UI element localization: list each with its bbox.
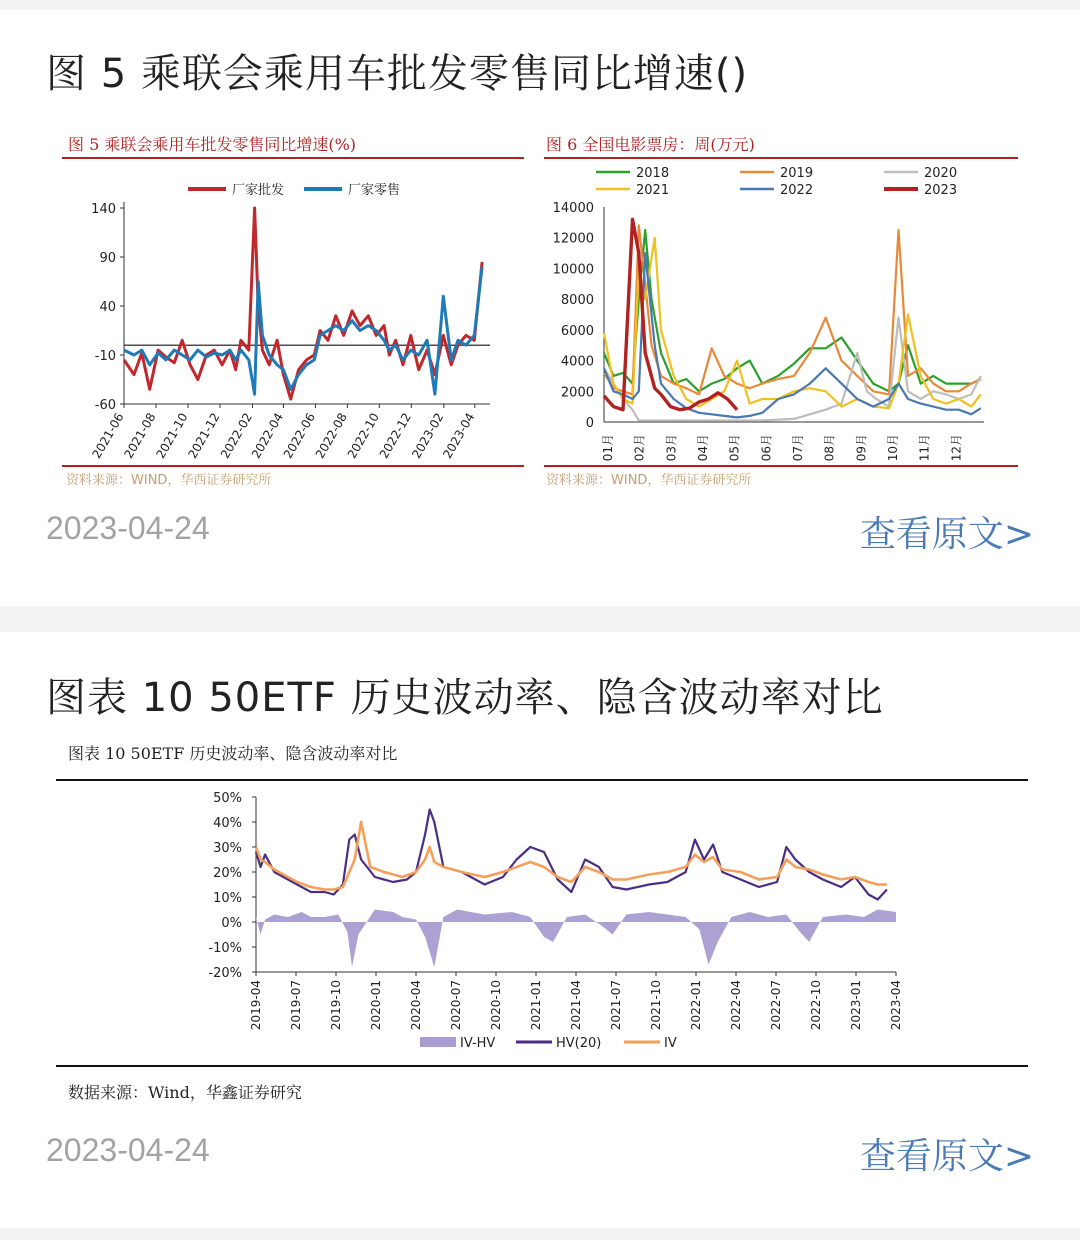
legend-label: 厂家批发 [232, 183, 285, 198]
y-tick-label: 2000 [560, 385, 594, 401]
chart-caption: 图 6 全国电影票房：周(万元) [546, 135, 755, 154]
publish-date: 2023-04-24 [46, 1132, 210, 1168]
x-tick-label: 2019-10 [329, 980, 343, 1031]
x-tick-label: 03月 [664, 434, 679, 462]
article-card [0, 10, 1080, 606]
y-tick-label: 0 [585, 416, 594, 431]
y-tick-label: 140 [91, 202, 116, 217]
x-tick-label: 2021-10 [649, 980, 663, 1031]
x-tick-label: 2023-04 [889, 980, 903, 1031]
x-tick-label: 09月 [854, 434, 869, 462]
y-tick-label: 20% [213, 866, 242, 881]
x-tick-label: 2022-08 [312, 410, 350, 461]
plot-area [89, 182, 490, 461]
x-tick-label: 12月 [949, 434, 964, 462]
y-tick-label: 30% [213, 841, 242, 856]
x-tick-label: 2022-04 [248, 410, 287, 461]
chart-source: 资料来源：WIND，华西证券研究所 [546, 473, 752, 488]
legend-label: HV(20) [556, 1036, 602, 1051]
series-area-iv-hv [256, 910, 896, 968]
legend-label: 2023 [924, 183, 958, 198]
legend-label: 2020 [924, 166, 958, 181]
plot-area [553, 166, 984, 461]
x-tick-label: 01月 [600, 434, 615, 462]
chart-caption: 图 5 乘联会乘用车批发零售同比增速(%) [68, 135, 357, 154]
x-tick-label: 06月 [759, 434, 774, 462]
x-tick-label: 2020-04 [409, 980, 423, 1031]
y-tick-label: 8000 [560, 293, 594, 309]
view-original-link[interactable]: 查看原文> [859, 1136, 1034, 1177]
x-tick-label: 05月 [727, 434, 742, 462]
legend-label: 2021 [636, 183, 670, 198]
etf-volatility-chart [50, 732, 1040, 1112]
x-tick-label: 2020-10 [489, 980, 503, 1031]
chart-source: 数据来源：Wind，华鑫证券研究 [68, 1083, 302, 1102]
x-tick-label: 07月 [790, 434, 805, 462]
car-sales-chart [58, 118, 528, 490]
x-tick-label: 2022-01 [689, 980, 703, 1031]
x-tick-label: 11月 [917, 434, 932, 462]
x-tick-label: 2021-10 [153, 410, 191, 461]
y-tick-label: 14000 [552, 201, 594, 216]
legend-label: 厂家零售 [348, 183, 401, 198]
x-tick-label: 2023-04 [440, 410, 478, 461]
legend-label: IV-HV [460, 1036, 496, 1051]
legend-label: 2018 [636, 166, 670, 181]
x-tick-label: 2021-06 [89, 410, 127, 461]
y-tick-label: 50% [213, 791, 242, 806]
x-tick-label: 08月 [822, 434, 837, 462]
y-tick-label: -20% [208, 966, 242, 981]
y-tick-label: 4000 [560, 354, 594, 370]
y-tick-label: -10 [94, 349, 116, 364]
x-tick-label: 2019-07 [289, 980, 303, 1031]
card-title: 图表 10 50ETF 历史波动率、隐含波动率对比 [46, 675, 884, 721]
x-tick-label: 2022-12 [376, 410, 414, 461]
x-tick-label: 2021-08 [121, 410, 159, 461]
x-tick-label: 2021-07 [609, 980, 623, 1031]
x-tick-label: 2022-07 [769, 980, 783, 1031]
x-tick-label: 2022-10 [344, 410, 382, 461]
y-tick-label: 10% [213, 891, 242, 906]
series-line [256, 810, 887, 900]
legend-label: 2019 [780, 166, 814, 181]
x-tick-label: 2022-10 [809, 980, 823, 1031]
box-office-chart [540, 118, 1022, 490]
plot-area [208, 791, 903, 1051]
card-title: 图 5 乘联会乘用车批发零售同比增速() [46, 51, 749, 97]
x-tick-label: 2021-12 [185, 410, 223, 461]
x-tick-label: 2020-07 [449, 980, 463, 1031]
x-tick-label: 04月 [695, 434, 710, 462]
series-line [124, 267, 482, 394]
y-tick-label: -10% [208, 941, 242, 956]
chart-caption: 图表 10 50ETF 历史波动率、隐含波动率对比 [68, 744, 398, 763]
article-card [0, 632, 1080, 1228]
x-tick-label: 2022-04 [729, 980, 743, 1031]
x-tick-label: 2023-01 [849, 980, 863, 1031]
legend-swatch [420, 1037, 456, 1047]
legend-label: IV [664, 1036, 677, 1051]
view-original-link[interactable]: 查看原文> [859, 514, 1034, 555]
y-tick-label: 0% [221, 916, 242, 931]
legend-label: 2022 [780, 183, 814, 198]
y-tick-label: 6000 [560, 323, 594, 339]
x-tick-label: 2022-02 [217, 410, 256, 461]
y-tick-label: 10000 [552, 262, 594, 278]
y-tick-label: -60 [94, 398, 116, 413]
y-tick-label: 90 [99, 251, 116, 266]
x-tick-label: 2021-01 [529, 980, 543, 1031]
publish-date: 2023-04-24 [46, 510, 210, 546]
x-tick-label: 2020-01 [369, 980, 383, 1031]
x-tick-label: 2023-02 [409, 410, 447, 461]
chart-source: 资料来源：WIND，华西证券研究所 [66, 473, 272, 488]
y-tick-label: 40% [213, 816, 242, 831]
x-tick-label: 2021-04 [569, 980, 583, 1031]
x-tick-label: 10月 [885, 434, 900, 462]
x-tick-label: 02月 [632, 434, 647, 462]
x-tick-label: 2022-06 [280, 410, 318, 461]
x-tick-label: 2019-04 [249, 980, 263, 1031]
y-tick-label: 12000 [552, 231, 594, 247]
y-tick-label: 40 [99, 300, 116, 315]
